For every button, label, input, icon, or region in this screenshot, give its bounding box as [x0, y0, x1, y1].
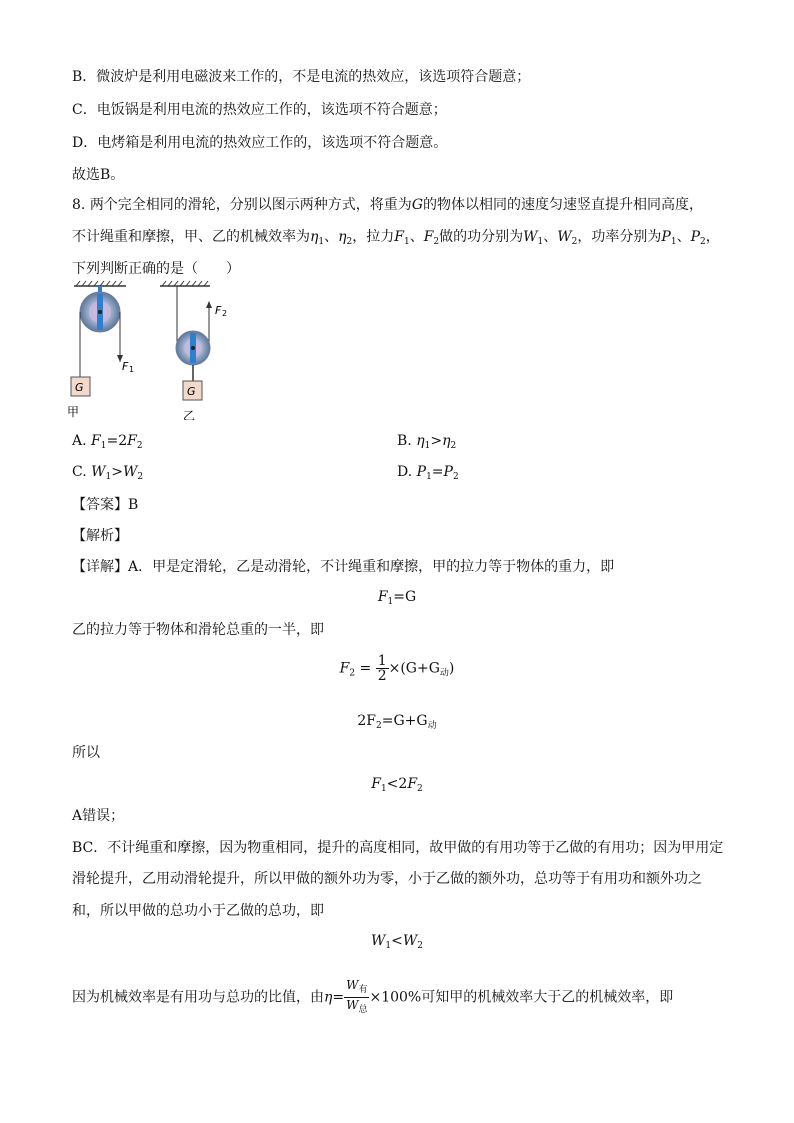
question-line-2: 不计绳重和摩擦，甲、乙的机械效率为$\eta_1$、$\eta_2$，拉力$F_1$、$F_2$做的功分别为$W_1$、$W_2$，功率分别为$P_1$、$P_2$，: [72, 229, 720, 247]
movable-pulley-diagram: [160, 281, 227, 420]
force-label-f2: F: [215, 304, 222, 317]
detail-efficiency-line: 因为机械效率是有用功与总功的比值，由η= $\frac{W_有}{W_总}$ ×100%可知甲的机械效率大于乙的机械效率，即: [72, 978, 674, 1015]
solution-line-c: C．电饭锅是利用电流的热效应工作的，该选项不符合题意；: [72, 102, 447, 118]
svg-text:G: G: [75, 381, 84, 394]
solution-line-d: D．电烤箱是利用电流的热效应工作的，该选项不符合题意。: [72, 135, 448, 151]
svg-text:2: 2: [222, 309, 228, 318]
equation-f2: $F_2$ = $\frac{1}{2}$ $\times(G+G_动)$: [339, 653, 455, 684]
analysis-label: 【解析】: [72, 528, 128, 544]
answer-label: 【答案】B: [72, 497, 139, 513]
question-number: 8.: [72, 197, 86, 213]
label-jia: 甲: [67, 405, 80, 419]
fixed-pulley-diagram: [67, 281, 134, 419]
detail-yi-line: 乙的拉力等于物体和滑轮总重的一半，即: [72, 622, 324, 638]
equation-f1: $F_1=G$: [377, 589, 417, 607]
detail-bc-line-1: BC．不计绳重和摩擦，因为物重相同，提升的高度相同，故甲做的有用功等于乙做的有用功；因为甲用定: [72, 840, 724, 856]
question-line-1: 8. 两个完全相同的滑轮，分别以图示两种方式，将重为G的物体以相同的速度匀速竖直提升相同高度，: [72, 197, 703, 213]
detail-suoyi: 所以: [72, 745, 100, 761]
solution-line-b: B．微波炉是利用电磁波来工作的，不是电流的热效应，该选项符合题意；: [72, 69, 531, 85]
option-d: D. $P_1=P_2$: [397, 464, 459, 482]
detail-bc-line-2: 滑轮提升，乙用动滑轮提升，所以甲做的额外功为零，小于乙做的额外功，总功等于有用功和额外功之: [72, 871, 702, 887]
detail-a-line: 【详解】A．甲是定滑轮，乙是动滑轮，不计绳重和摩擦，甲的拉力等于物体的重力，即: [72, 559, 615, 575]
option-c: C. $W_1>W_2$: [72, 464, 144, 482]
label-yi: 乙: [183, 409, 196, 420]
option-a: A. $F_1=2F_2$: [72, 433, 143, 451]
equation-2f2: $2F_2=G+G_动$: [357, 713, 437, 731]
option-b: B. $\eta_1>\eta_2$: [397, 433, 457, 451]
equation-w1-lt-w2: $W_1<W_2$: [371, 933, 423, 951]
solution-choice: 故选B。: [72, 167, 125, 183]
detail-a-wrong: A错误；: [72, 808, 125, 824]
detail-bc-line-3: 和，所以甲做的总功小于乙做的总功，即: [72, 903, 324, 919]
svg-text:G: G: [187, 385, 196, 398]
pulley-figure: [60, 280, 250, 420]
svg-text:1: 1: [129, 365, 135, 374]
question-line-3: 下列判断正确的是（ ）: [72, 261, 240, 277]
equation-f1-lt-2f2: $F_1<2F_2$: [371, 776, 423, 794]
force-label-f1: F: [122, 360, 129, 373]
